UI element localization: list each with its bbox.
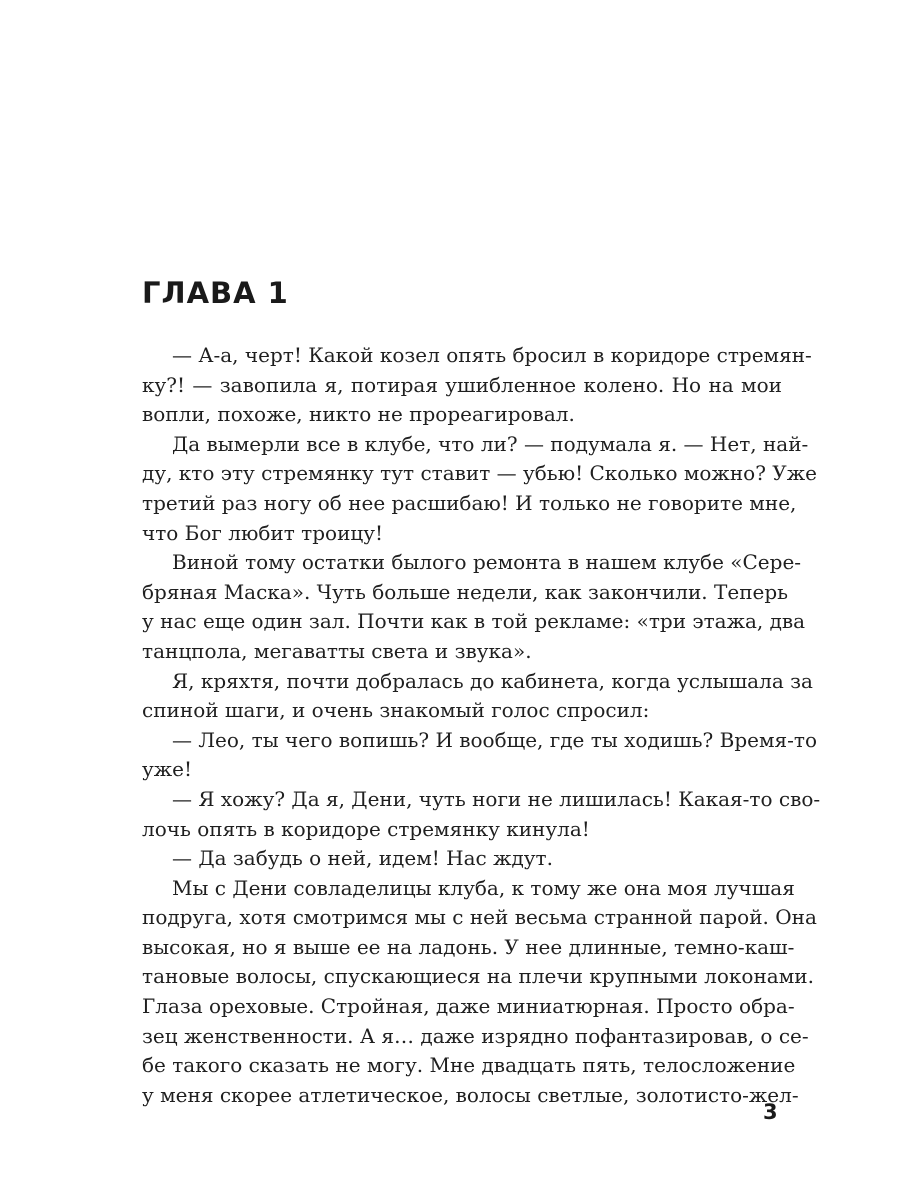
text-line: — А-а, черт! Какой козел опять бросил в коридоре стремян-	[172, 343, 812, 367]
text-line: зец женственности. А я… даже изрядно пофантазировав, о се-	[142, 1023, 809, 1048]
text-line: Виной тому остатки былого ремонта в нашем клубе «Сере-	[172, 550, 802, 575]
text-line: у нас еще один зал. Почти как в той рекламе: «три этажа, два	[142, 609, 806, 634]
text-line: спиной шаги, и очень знакомый голос спросил:	[142, 698, 650, 723]
text-line: подруга, хотя смотримся мы с ней весьма странной парой. Она	[142, 905, 817, 930]
text-line: Глаза ореховые. Стройная, даже миниатюрная. Просто обра-	[142, 994, 795, 1019]
text-line: высокая, но я выше ее на ладонь. У нее длинные, темно-каш-	[142, 934, 795, 959]
text-line: лочь опять в коридоре стремянку кинула!	[142, 816, 590, 841]
text-line: вопли, похоже, никто не прореагировал.	[142, 402, 575, 427]
text-line: ду, кто эту стремянку тут ставит — убью! Сколько можно? Уже	[142, 461, 817, 486]
page-number: 3	[763, 1100, 778, 1124]
text-line: третий раз ногу об нее расшибаю! И только не говорите мне,	[142, 490, 797, 515]
text-line: Мы с Дени совладелицы клуба, к тому же она моя лучшая	[172, 875, 795, 900]
text-line: Я, кряхтя, почти добралась до кабинета, когда услышала за	[172, 668, 813, 693]
text-line: тановые волосы, спускающиеся на плечи крупными локонами.	[142, 964, 814, 989]
text-line: у меня скорее атлетическое, волосы светлые, золотисто-жел-	[142, 1082, 799, 1107]
text-line: уже!	[142, 757, 193, 782]
text-line: Да вымерли все в клубе, что ли? — подумала я. — Нет, най-	[172, 431, 809, 456]
text-line: танцпола, мегаватты света и звука».	[142, 638, 532, 663]
chapter-body-text	[142, 341, 821, 1110]
text-line: ку?! — завопила я, потирая ушибленное колено. Но на мои	[142, 372, 782, 397]
text-line: бряная Маска». Чуть больше недели, как закончили. Теперь	[142, 579, 789, 604]
text-line: бе такого сказать не могу. Мне двадцать пять, телосложение	[142, 1053, 796, 1078]
text-line: — Да забудь о ней, идем! Нас ждут.	[172, 846, 553, 871]
text-line: что Бог любит троицу!	[142, 520, 384, 545]
chapter-title: ГЛАВА 1	[142, 276, 289, 310]
text-line: — Я хожу? Да я, Дени, чуть ноги не лишилась! Какая-то сво-	[172, 786, 821, 811]
text-line: — Лео, ты чего вопишь? И вообще, где ты ходишь? Время-то	[172, 727, 817, 752]
